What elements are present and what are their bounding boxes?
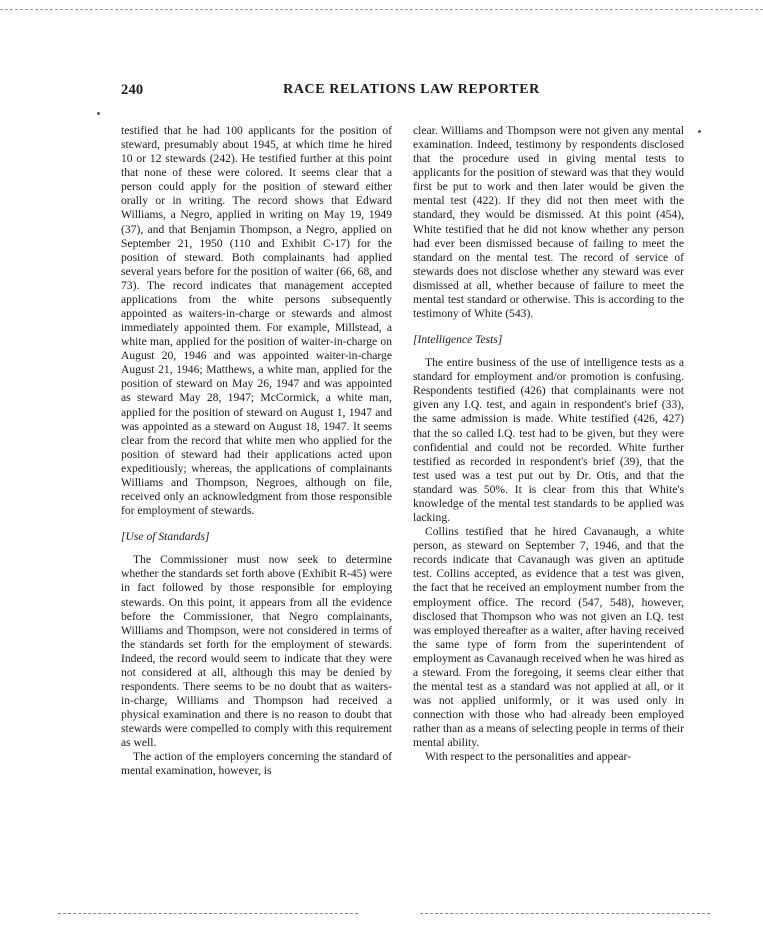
- section-heading: [Intelligence Tests]: [413, 333, 503, 347]
- right-column: [413, 124, 684, 764]
- left-column: [121, 124, 392, 779]
- section-heading: [Use of Standards]: [121, 530, 210, 544]
- page-number: 240: [121, 82, 144, 98]
- scan-speck: [698, 130, 701, 133]
- body-paragraph: The entire business of the use of intelligence tests as a standard for employment and/or promotion is confusing. Respondents testified (426) that complainants were not given any I.Q. test, and again in respondent's brief (33), the same admission is made. White testified (426, 427) that the so called I.Q. test had to be given, but they were confidential and could not be recorded. White further testified as recorded in respondent's brief (39), that the test used was a test put out by Dr. Otis, and that the standard was 50%. It is clear from this that White's knowledge of the mental test standards to be applied was lacking.: [413, 356, 684, 525]
- bottom-scan-rule: [58, 913, 358, 914]
- running-head: RACE RELATIONS LAW REPORTER: [283, 82, 540, 97]
- body-paragraph: With respect to the personalities and appear-: [425, 750, 631, 764]
- body-paragraph: clear. Williams and Thompson were not given any mental examination. Indeed, testimony by respondents disclosed that the procedure used in giving mental tests to applicants for the position of steward was that they would first be put to work and then later would be given the mental test (422). If they did not then meet with the standard, they would be dismissed. At this point (454), White testified that he did not know whether any person had ever been dismissed because of failing to meet the standard on the mental test. The record of service of stewards does not disclose whether any steward was ever dismissed at all, whether because of failure to meet the mental test standard or otherwise. This is according to the testimony of White (543).: [413, 124, 684, 321]
- bottom-scan-rule: [420, 913, 710, 914]
- body-paragraph: The action of the employers concerning the standard of mental examination, however, is: [121, 750, 392, 778]
- top-scan-rule: [0, 9, 763, 10]
- scan-speck: [97, 112, 100, 115]
- body-paragraph: testified that he had 100 applicants for the position of steward, presumably about 1945, at which time he hired 10 or 12 stewards (242). He testified further at this point that none of these were colored. It seems clear that a person could apply for the position of steward either orally or in writing. The record shows that Edward Williams, a Negro, applied in writing on May 19, 1949 (37), and that Benjamin Thompson, a Negro, applied on September 21, 1950 (110 and Exhibit C-17) for the position of steward. Both complainants had applied several years before for the position of waiter (66, 68, and 73). The record indicates that management accepted applications from the white persons subsequently appointed as waiters-in-charge or stewards and almost immediately appointed them. For example, Millstead, a white man, applied for the position of waiter-in-charge on August 20, 1946 and was appointed waiter-in-charge August 21, 1946; Matthews, a white man, applied for the position of steward on May 26, 1947 and was appointed as steward May 28, 1947; McCormick, a white man, applied for the position of steward on August 1, 1947 and was appointed as a steward on August 18, 1947. It seems clear from the record that white men who applied for the position of steward had their applications acted upon expeditiously; whereas, the applications of complainants Williams and Thompson, Negroes, although on file, received only an acknowledgment from those responsible for employment of stewards.: [121, 124, 392, 518]
- body-paragraph: Collins testified that he hired Cavanaugh, a white person, as steward on September 7, 1946, and that the records indicate that Cavanaugh was given an aptitude test. Collins accepted, as evidence that a test was given, the fact that he received an employment number from the employment office. The record (547, 548), however, disclosed that Thompson who was not given an I.Q. test was employed thereafter as a waiter, after having received the same type of form from the superintendent of employment as Cavanaugh received when he was hired as a steward. From the foregoing, it seems clear either that the mental test as a standard was not applied at all, or it was not applied uniformly, or it was used only in connection with those who had already been employed rather than as a means of selecting people in terms of their mental ability.: [413, 525, 684, 750]
- body-paragraph: The Commissioner must now seek to determine whether the standards set forth above (Exhibit R-45) were in fact followed by those responsible for employing stewards. On this point, it appears from all the evidence before the Commissioner, that Negro complainants, Williams and Thompson, were not considered in terms of the standards set forth for the employment of stewards. Indeed, the record would seem to indicate that they were not considered at all, although this may be denied by respondents. There seems to be no doubt that as waiters-in-charge, Williams and Thompson had received a physical examination and there is no reason to doubt that stewards were compelled to comply with this requirement as well.: [121, 553, 392, 750]
